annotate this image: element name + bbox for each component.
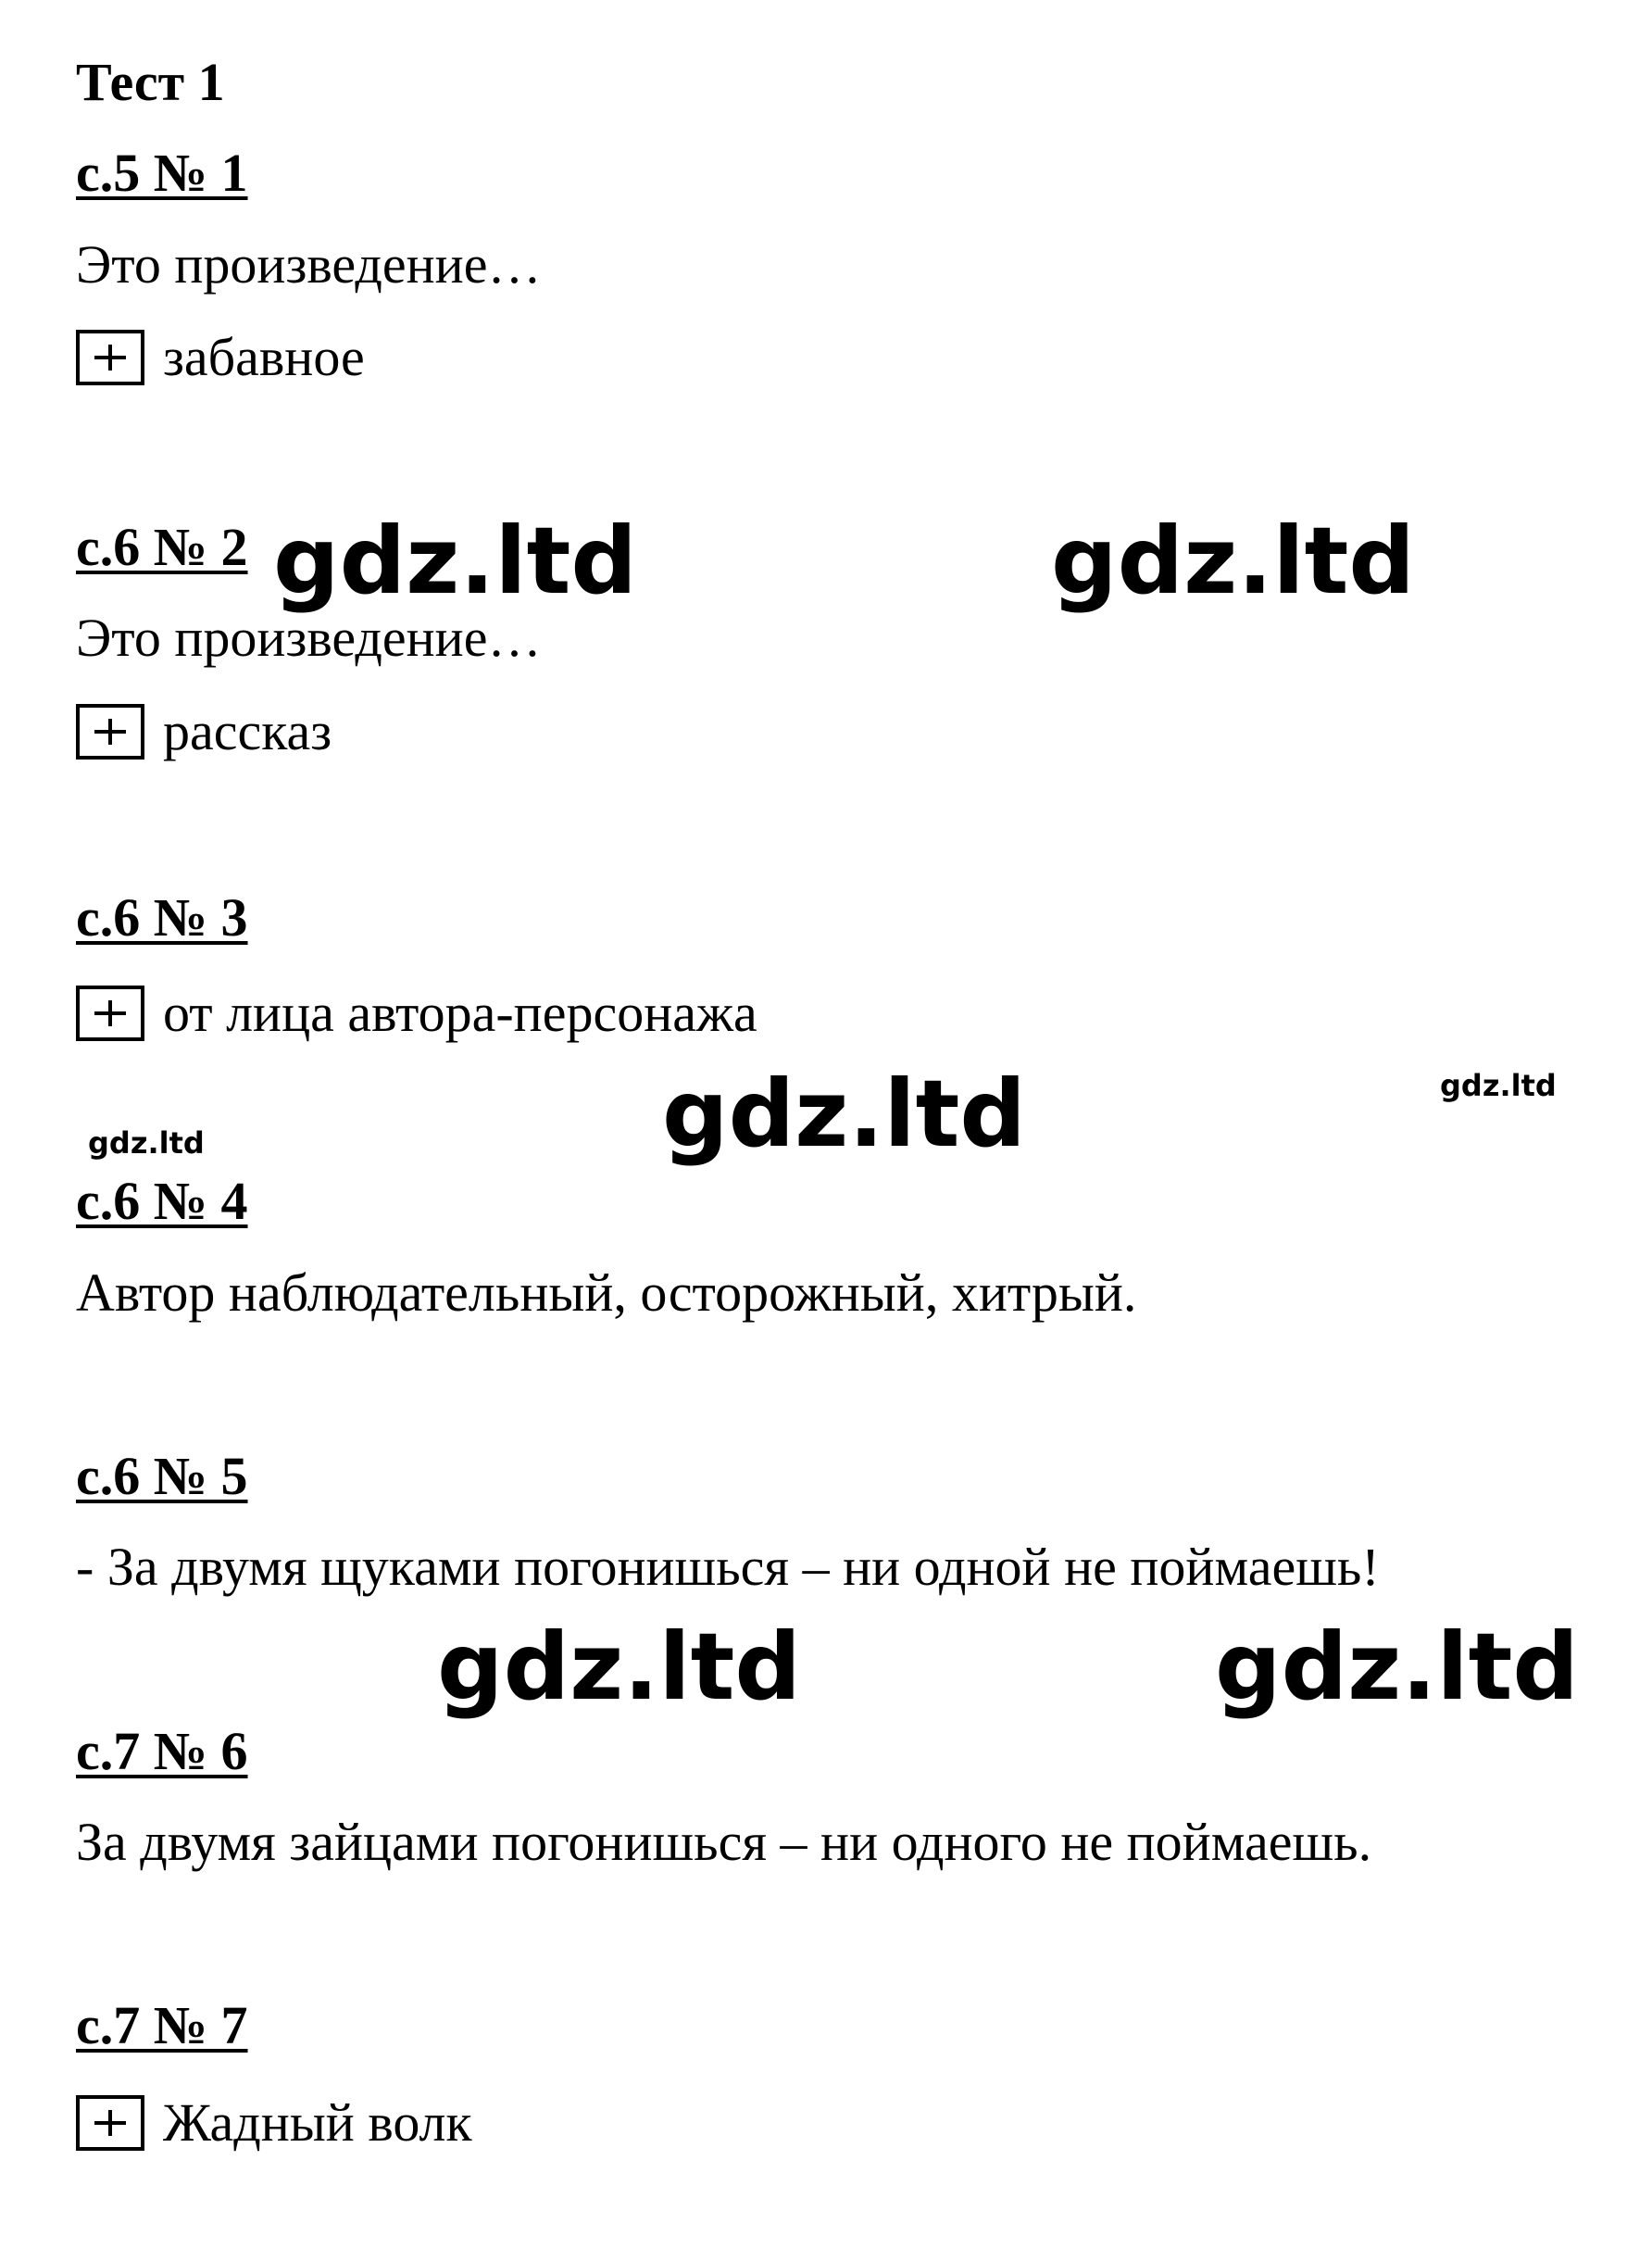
answer-option-7 — [76, 2092, 472, 2153]
watermark: gdz.ltd — [1215, 1613, 1580, 1721]
page-title: Тест 1 — [76, 52, 225, 112]
section-heading-1: с.5 № 1 — [76, 143, 248, 203]
answer-option-label: от лица автора-персонажа — [163, 983, 757, 1043]
section-text-1: Это произведение… — [76, 234, 542, 295]
checked-box-icon — [76, 2095, 144, 2151]
section-text-5: - За двумя щуками погонишься – ни одной не поймаешь! — [76, 1537, 1380, 1597]
section-heading-7: с.7 № 7 — [76, 1995, 248, 2055]
watermark: gdz.ltd — [437, 1613, 802, 1721]
section-heading-6: с.7 № 6 — [76, 1721, 248, 1781]
section-heading-3: с.6 № 3 — [76, 887, 248, 948]
section-heading-5: с.6 № 5 — [76, 1446, 248, 1506]
answer-option-label: забавное — [163, 327, 365, 387]
section-heading-4: с.6 № 4 — [76, 1171, 248, 1231]
answer-option-1 — [76, 327, 365, 387]
section-text-4: Автор наблюдательный, осторожный, хитрый. — [76, 1262, 1137, 1323]
checked-box-icon — [76, 986, 144, 1041]
section-heading-2: с.6 № 2 — [76, 517, 248, 577]
answer-option-label: рассказ — [163, 701, 332, 761]
watermark: gdz.ltd — [88, 1125, 205, 1161]
answer-option-3 — [76, 983, 757, 1043]
answer-option-label: Жадный волк — [163, 2092, 472, 2153]
watermark: gdz.ltd — [1051, 507, 1416, 615]
section-text-2: Это произведение… — [76, 608, 542, 668]
watermark: gdz.ltd — [273, 507, 638, 615]
checked-box-icon — [76, 330, 144, 385]
answer-option-2 — [76, 701, 332, 761]
checked-box-icon — [76, 704, 144, 760]
section-text-6: За двумя зайцами погонишься – ни одного не поймаешь. — [76, 1812, 1372, 1872]
watermark: gdz.ltd — [1440, 1068, 1557, 1103]
watermark: gdz.ltd — [662, 1060, 1027, 1168]
